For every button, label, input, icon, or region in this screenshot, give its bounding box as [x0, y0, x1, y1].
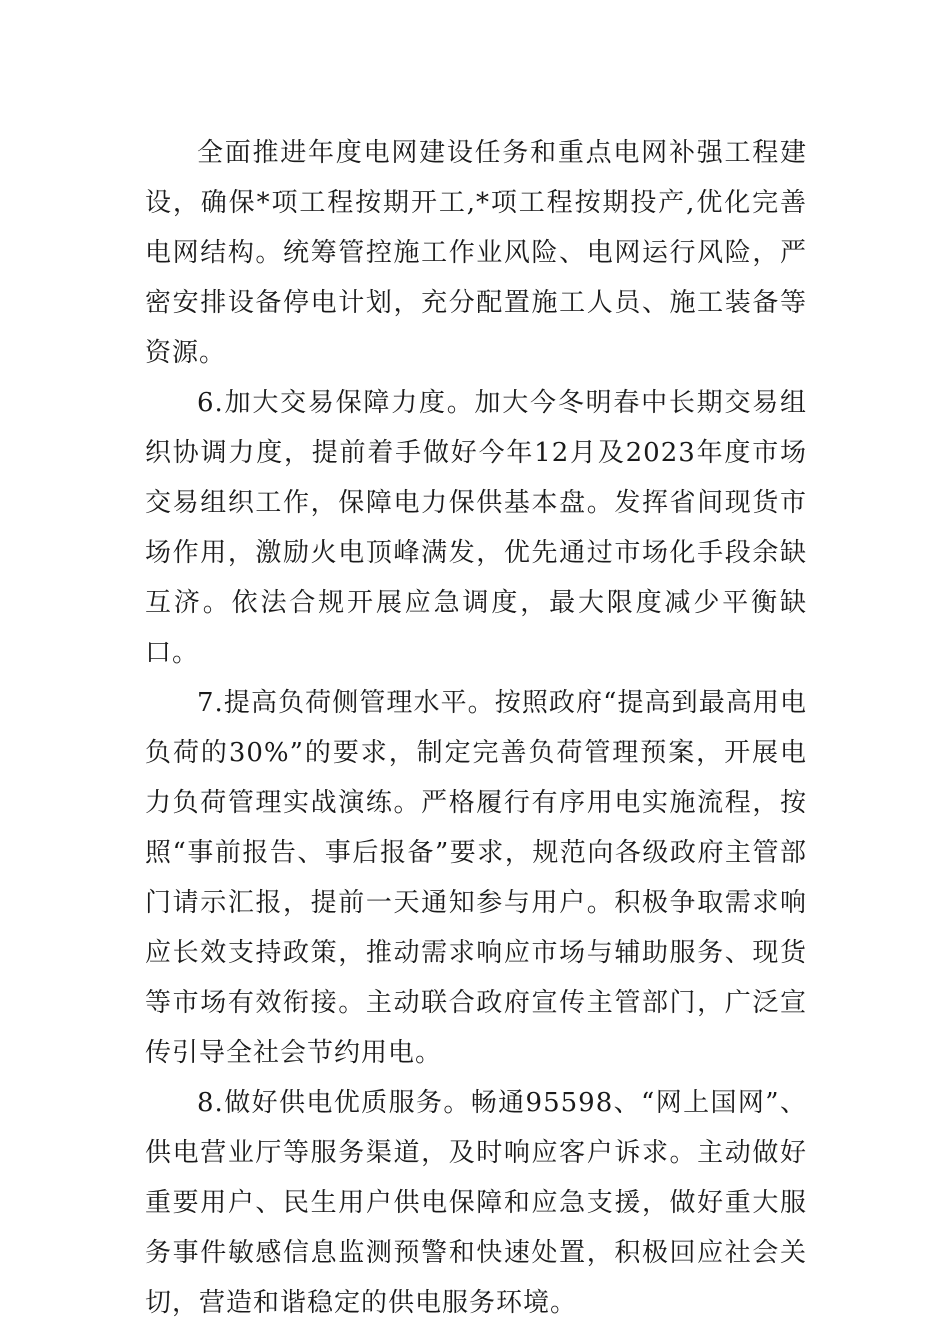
document-body: [145, 128, 807, 1328]
paragraph-load-management: 7.提高负荷侧管理水平。按照政府“提高到最高用电负荷的30%”的要求，制定完善负荷管理预案，开展电力负荷管理实战演练。严格履行有序用电实施流程，按照“事前报告、事后报备”要求，规范向各级政府主管部门请示汇报，提前一天通知参与用户。积极争取需求响应长效支持政策，推动需求响应市场与辅助服务、现货等市场有效衔接。主动联合政府宣传主管部门，广泛宣传引导全社会节约用电。: [145, 688, 807, 1068]
paragraph-power-service: 8.做好供电优质服务。畅通95598、“网上国网”、供电营业厅等服务渠道，及时响应客户诉求。主动做好重要用户、民生用户供电保障和应急支援，做好重大服务事件敏感信息监测预警和快速处置，积极回应社会关切，营造和谐稳定的供电服务环境。: [145, 1088, 807, 1318]
paragraph-grid-construction: 全面推进年度电网建设任务和重点电网补强工程建设，确保*项工程按期开工,*项工程按期投产,优化完善电网结构。统筹管控施工作业风险、电网运行风险，严密安排设备停电计划，充分配置施工人员、施工装备等资源。: [145, 138, 807, 368]
paragraph-trading-guarantee: 6.加大交易保障力度。加大今冬明春中长期交易组织协调力度，提前着手做好今年12月及2023年度市场交易组织工作，保障电力保供基本盘。发挥省间现货市场作用，激励火电顶峰满发，优先通过市场化手段余缺互济。依法合规开展应急调度，最大限度减少平衡缺口。: [145, 388, 807, 668]
